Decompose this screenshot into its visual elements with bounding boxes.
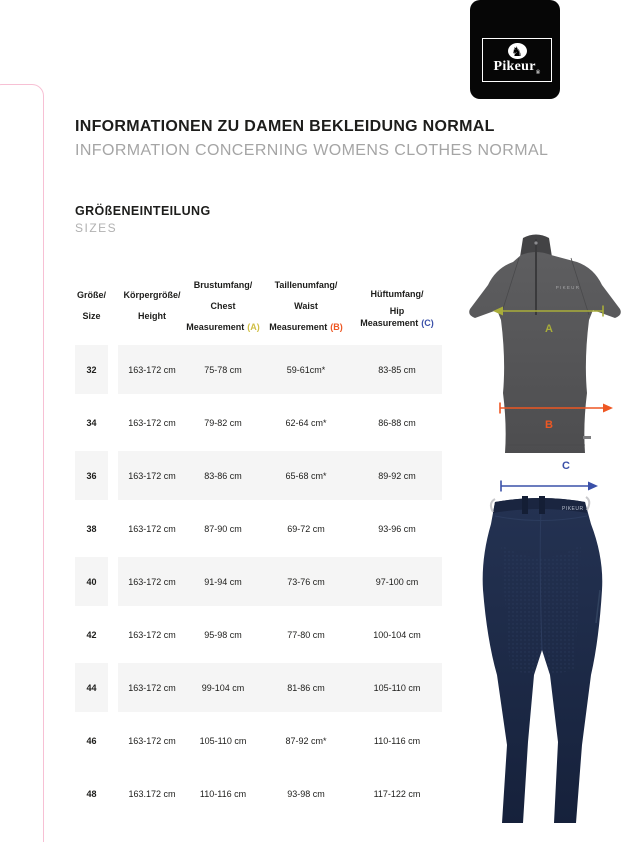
hip-cell: 93-96 cm	[378, 523, 416, 534]
hip-cell: 110-116 cm	[373, 735, 421, 746]
header-chest: Brustumfang/ Chest Measurement (A)	[186, 279, 260, 332]
hip-cell: 86-88 cm	[378, 417, 416, 428]
marker-a-label: A	[545, 323, 553, 335]
size-cell: 34	[86, 417, 97, 428]
chest-cell: 87-90 cm	[204, 523, 242, 534]
table-row	[75, 663, 442, 716]
waist-cell: 93-98 cm	[287, 788, 325, 799]
section-title-en: SIZES	[75, 221, 118, 235]
size-cell: 46	[86, 735, 97, 746]
waist-arrow	[497, 400, 615, 430]
marker-b-ref: (B)	[330, 321, 343, 332]
marker-a-ref: (A)	[247, 321, 260, 332]
waist-cell: 65-68 cm*	[285, 470, 327, 481]
header-waist: Taillenumfang/ Waist Measurement (B)	[269, 279, 343, 332]
size-cell: 40	[75, 557, 108, 606]
height-cell: 163-172 cm	[128, 629, 176, 640]
waist-cell: 81-86 cm	[287, 682, 325, 693]
table-row	[75, 769, 442, 822]
header-size: Größe/ Size	[76, 290, 106, 321]
size-cell: 36	[75, 451, 108, 500]
page-title-de: INFORMATIONEN ZU DAMEN BEKLEIDUNG NORMAL	[75, 118, 495, 135]
size-cell: 42	[86, 629, 97, 640]
table-row	[75, 451, 442, 504]
pants-brand-text: PIKEUR	[562, 506, 584, 512]
table-row	[75, 716, 442, 769]
size-cell: 38	[86, 523, 97, 534]
chest-cell: 99-104 cm	[201, 682, 245, 693]
header-gap	[108, 267, 118, 345]
waist-cell: 69-72 cm	[287, 523, 325, 534]
size-cell: 32	[75, 345, 108, 394]
shirt-brand-text: PIKEUR	[555, 285, 581, 290]
arrowhead-left-icon	[493, 307, 503, 316]
waist-cell: 62-64 cm*	[285, 417, 327, 428]
registered-mark: ®	[535, 70, 541, 76]
height-cell: 163-172 cm	[128, 364, 176, 375]
breeches-body	[483, 498, 603, 823]
waist-cell: 59-61cm*	[286, 364, 326, 375]
chest-cell: 83-86 cm	[204, 470, 242, 481]
chest-cell: 91-94 cm	[204, 576, 242, 587]
logo-frame	[482, 38, 552, 82]
waist-cell: 87-92 cm*	[285, 735, 327, 746]
seat-grip-texture	[501, 545, 581, 675]
arrowhead-right-icon	[603, 404, 613, 413]
marker-c-ref: (C)	[421, 317, 434, 328]
height-cell: 163-172 cm	[128, 735, 176, 746]
belt-loop	[522, 496, 528, 514]
table-row	[75, 345, 442, 398]
chest-cell: 95-98 cm	[204, 629, 242, 640]
hip-cell: 117-122 cm	[373, 788, 421, 799]
breeches-photo	[455, 490, 625, 835]
marker-b-label: B	[545, 419, 553, 430]
table-row	[75, 504, 442, 557]
header-hip: Hüftumfang/ Hip Measurement (C)	[360, 288, 434, 328]
section-title-de: GRÖßENEINTEILUNG	[75, 204, 211, 218]
table-row	[75, 398, 442, 451]
pikeur-logo	[470, 0, 560, 99]
hip-cell: 105-110 cm	[373, 682, 421, 693]
belt-loop	[539, 496, 545, 514]
size-table-header	[75, 267, 442, 345]
height-cell: 163-172 cm	[128, 470, 176, 481]
waist-cell: 73-76 cm	[287, 576, 325, 587]
zipper-pull	[534, 241, 537, 244]
logo-wordmark: Pikeur$_®$	[493, 59, 541, 76]
height-cell: 163-172 cm	[128, 576, 176, 587]
chest-arrow	[492, 303, 608, 335]
chest-cell: 110-116 cm	[199, 788, 247, 799]
size-table-body	[75, 345, 442, 822]
chest-cell: 79-82 cm	[204, 417, 242, 428]
hip-cell: 97-100 cm	[375, 576, 419, 587]
waist-cell: 77-80 cm	[287, 629, 325, 640]
height-cell: 163-172 cm	[128, 682, 176, 693]
hip-cell: 100-104 cm	[373, 629, 421, 640]
hip-cell: 89-92 cm	[378, 470, 416, 481]
height-cell: 163-172 cm	[128, 523, 176, 534]
page-title-en: INFORMATION CONCERNING WOMENS CLOTHES NORMAL	[75, 142, 549, 159]
table-row	[75, 557, 442, 610]
height-cell: 163.172 cm	[128, 788, 176, 799]
height-cell: 163-172 cm	[128, 417, 176, 428]
size-cell: 44	[75, 663, 108, 712]
horse-icon: ♞	[508, 43, 527, 59]
hem-tag	[583, 436, 591, 439]
table-row	[75, 610, 442, 663]
chest-cell: 75-78 cm	[204, 364, 242, 375]
chest-cell: 105-110 cm	[199, 735, 247, 746]
size-cell: 48	[86, 788, 97, 799]
hip-cell: 83-85 cm	[378, 364, 416, 375]
pink-frame-border	[0, 84, 44, 842]
marker-c-label: C	[562, 460, 570, 472]
header-height: Körpergröße/ Height	[123, 290, 181, 321]
